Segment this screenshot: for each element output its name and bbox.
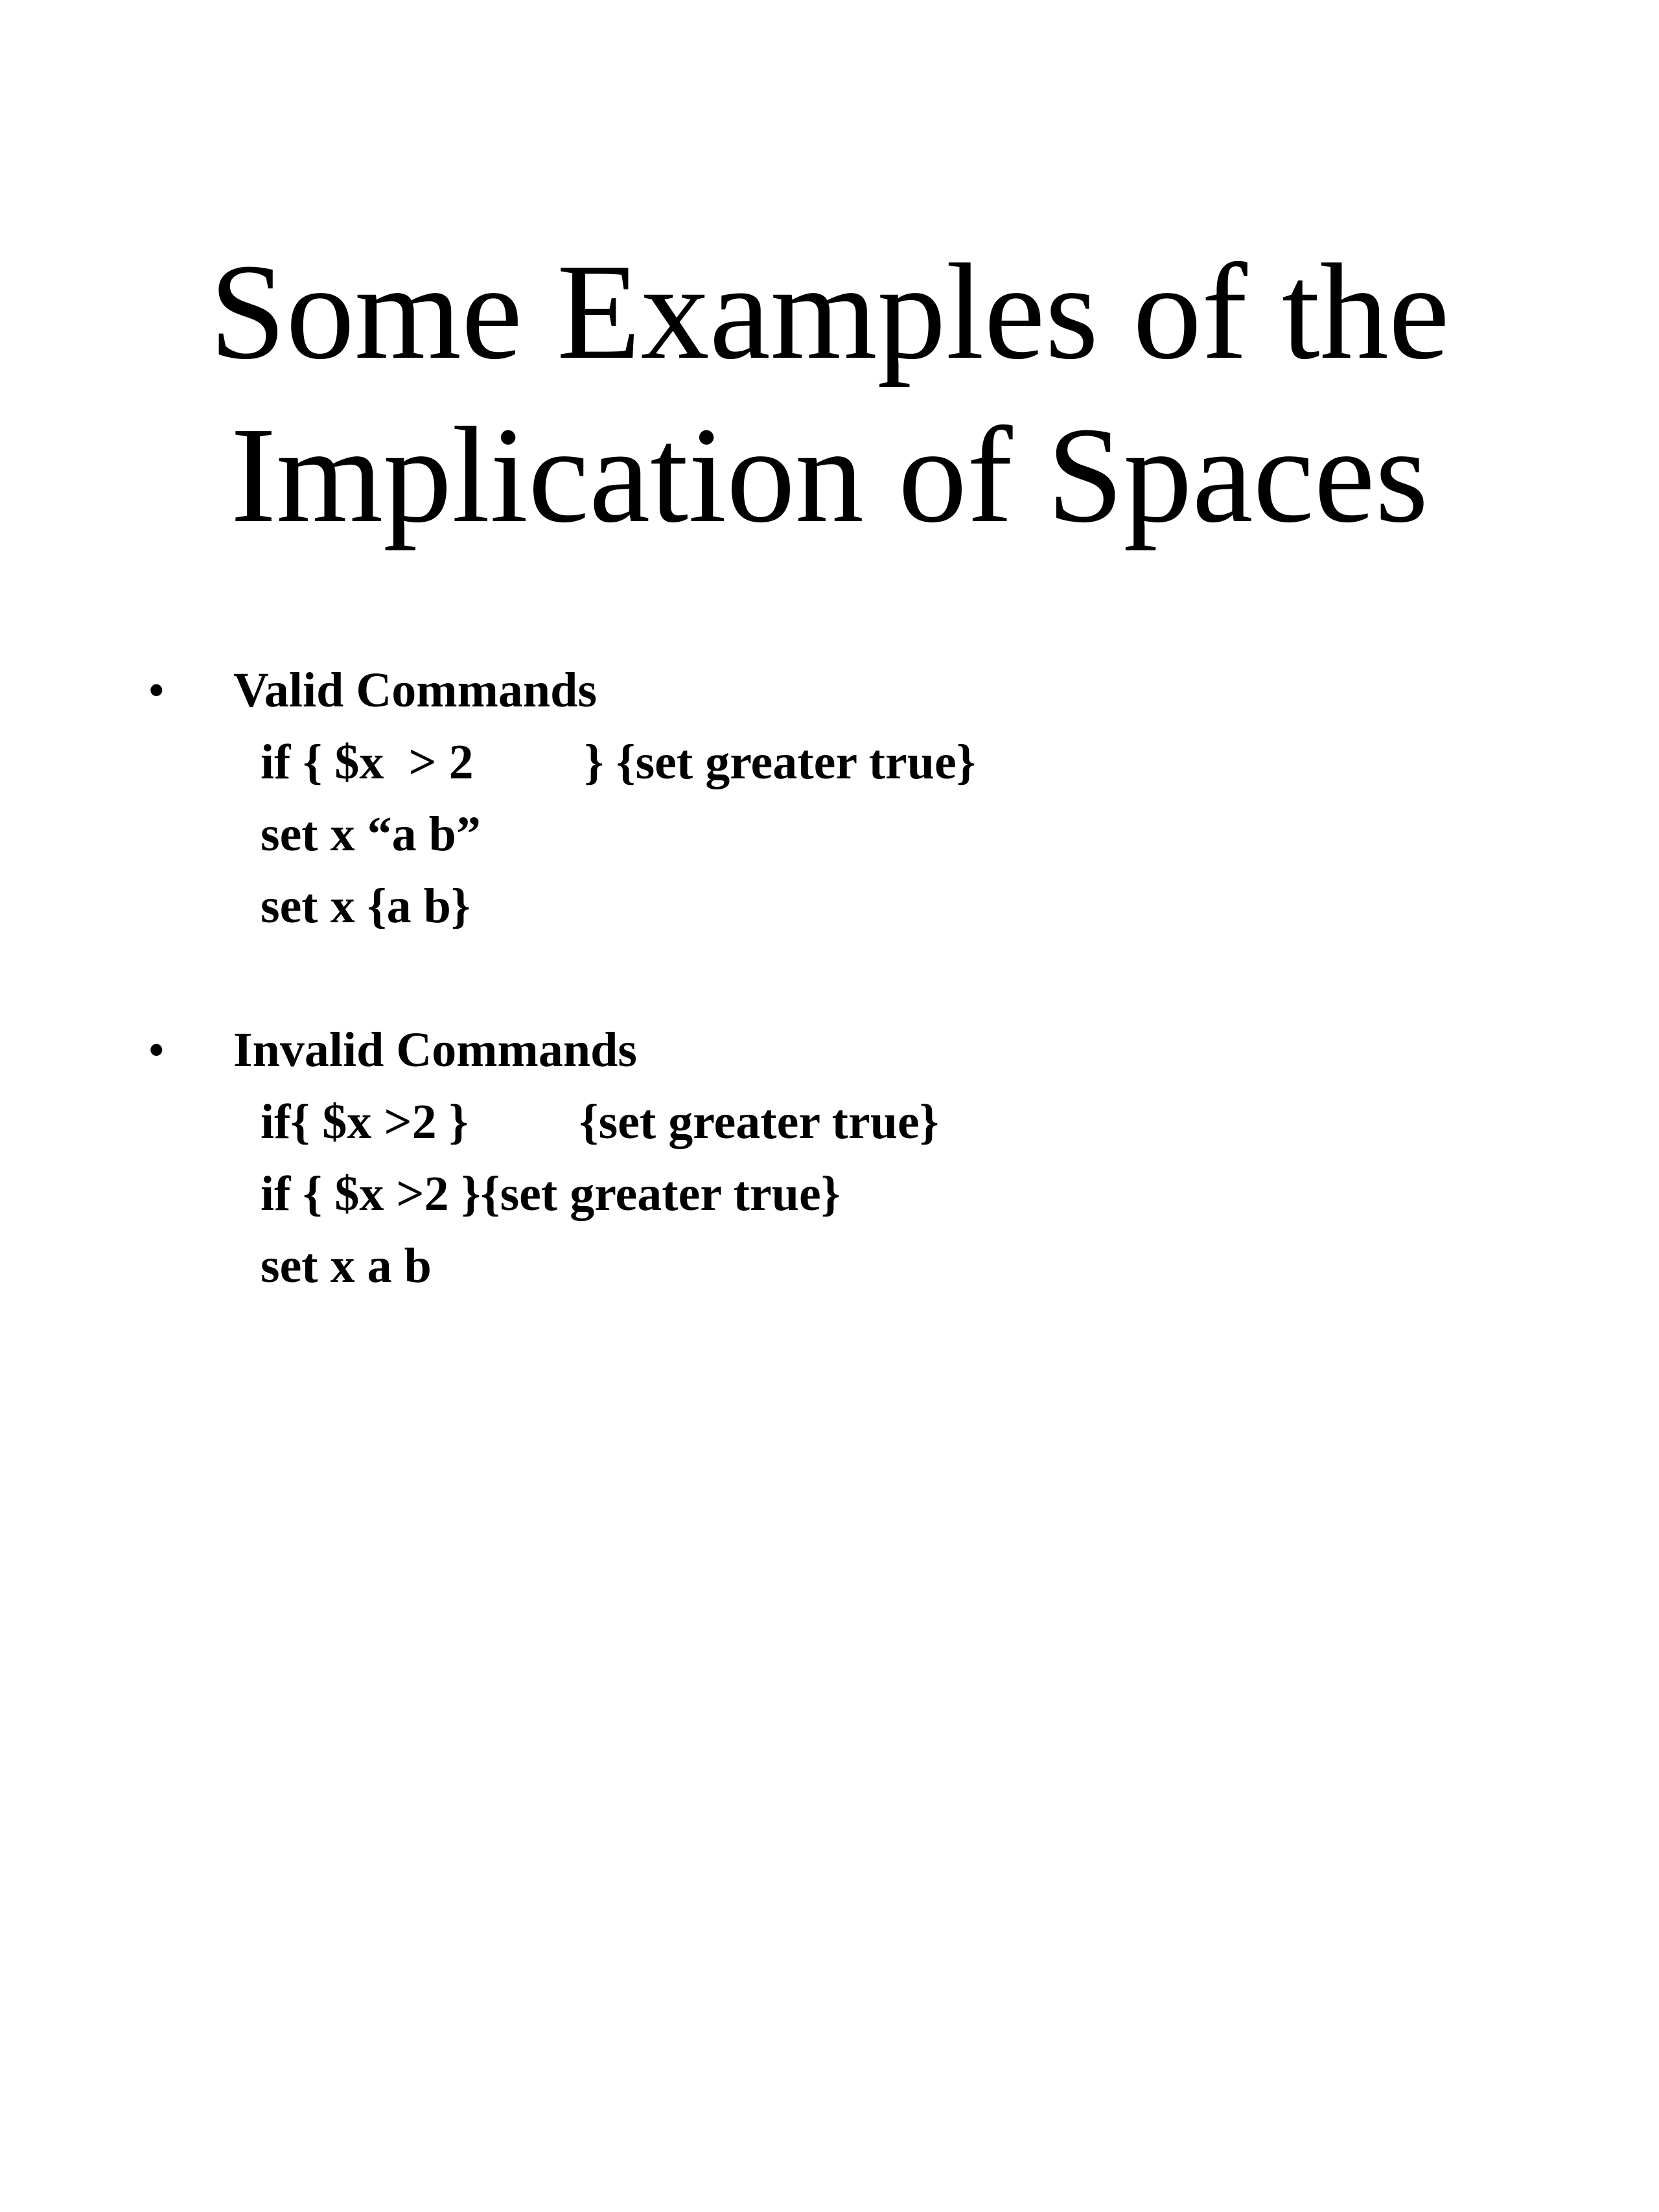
command-line: set x “a b” — [261, 807, 481, 861]
title-line-2: Implication of Spaces — [230, 399, 1429, 551]
command-line: set x {a b} — [261, 879, 470, 933]
slide-title — [117, 230, 1542, 557]
command-line: if{ $x >2 } {set greater true} — [261, 1095, 939, 1149]
command-line: if { $x >2 }{set greater true} — [261, 1167, 841, 1221]
section-heading-invalid: Invalid Commands — [233, 1023, 637, 1077]
title-line-1: Some Examples of the — [209, 235, 1450, 388]
bullet-icon: • — [148, 1023, 165, 1077]
bullet-icon: • — [148, 663, 165, 717]
command-line: if { $x > 2 } {set greater true} — [261, 735, 976, 789]
section-heading-valid: Valid Commands — [233, 663, 597, 717]
command-line: set x a b — [261, 1239, 432, 1293]
